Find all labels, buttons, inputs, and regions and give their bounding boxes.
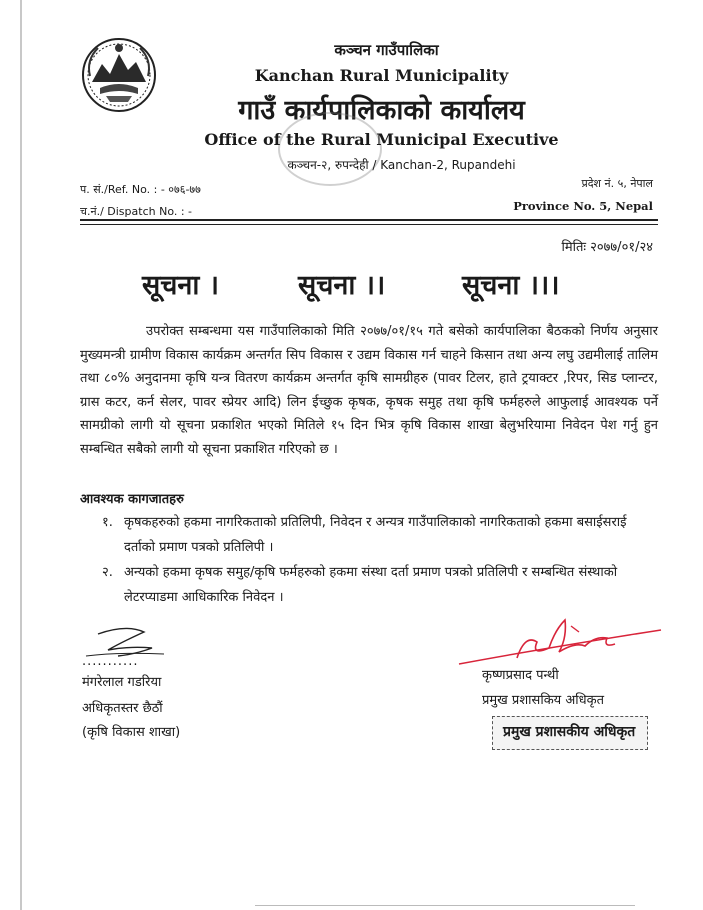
bottom-scan-line — [255, 905, 635, 906]
left-signatory-title: अधिकृतस्तर छैठौं — [82, 701, 163, 716]
right-signatory-name: कृष्णप्रसाद पन्थी — [482, 668, 559, 683]
reference-number: प. सं./Ref. No. : - ०७६-७७ — [80, 183, 201, 196]
notice-heading-3: सूचना ।।। — [462, 270, 560, 301]
office-address: कञ्चन-२, रुपन्देही / Kanchan-2, Rupandehi — [287, 158, 516, 172]
notice-body: उपरोक्त सम्बन्धमा यस गाउँपालिकाको मिति २०७७/०१/१५ गते बसेको कार्यपालिका बैठकको निर्णय अनुसार मुख्यमन्त्री ग्रामीण विकास कार्यक्रम अन्तर्गत सिप विकास र उद्यम विकास गर्न चाहने किसान तथा अन्य लघु उद्यमीलाई तालिम तथा ८०% अनुदानमा कृषि यन्त्र वितरण कार्यक्रम अन्तर्गत कृषि सामग्रीहरु (पावर टिलर, हाते ट्रयाक्टर ,रिपर, सिड प्लान्टर, ग्रास कटर, कर्न सेलर, पावर स्प्रेयर आदि) लिन ईच्छुक कृषक, कृषक समुह तथा कृषि फर्महरुले आफुलाई आवश्यक पर्ने सामग्रीको लागी यो सूचना प्रकाशित भएको मितिले १५ दिन भित्र कृषि विकास शाखा बेलुभरियामा निवेदन पेश गर्नु हुन सम्बन्धित सबैको लागी यो सूचना प्रकाशित गरिएको छ । — [80, 324, 658, 457]
province-nepali: प्रदेश नं. ५, नेपाल — [581, 177, 653, 190]
notice-date: मितिः २०७७/०१/२४ — [561, 240, 653, 255]
header-divider — [80, 219, 658, 221]
office-name-english: Office of the Rural Municipal Executive — [204, 130, 559, 149]
document-item-number: १. — [102, 515, 113, 530]
notice-heading-1: सूचना । — [142, 270, 220, 301]
right-signatory-title: प्रमुख प्रशासकिय अधिकृत — [482, 693, 605, 708]
faint-seal-stamp — [278, 112, 382, 186]
document-item — [102, 560, 658, 610]
document-item-number: २. — [102, 565, 113, 580]
left-signatory-name: मंगरेलाल गडरिया — [82, 675, 162, 690]
document-item-text: कृषकहरुको हकमा नागरिकताको प्रतिलिपी, निवेदन र अन्यत्र गाउँपालिकाको नागरिकताको हकमा बसाईसराई दर्ताको प्रमाण पत्रको प्रतिलिपी । — [124, 515, 627, 555]
notice-heading-2: सूचना ।। — [298, 270, 386, 301]
header-divider-thin — [80, 224, 658, 225]
left-signatory-department: (कृषि विकास शाखा) — [82, 725, 181, 740]
office-name-nepali: गाउँ कार्यपालिकाको कार्यालय — [238, 95, 525, 126]
document-item — [102, 510, 658, 560]
signature-dots: ........... — [82, 654, 139, 669]
document-item-text: अन्यको हकमा कृषक समुह/कृषि फर्महरुको हकमा संस्था दर्ता प्रमाण पत्रको प्रतिलिपी र सम्बन्धित संस्थाको लेटरप्याडमा आधिकारिक निवेदन । — [124, 565, 618, 605]
municipality-name-english: Kanchan Rural Municipality — [254, 66, 509, 85]
cao-stamp: प्रमुख प्रशासकीय अधिकृत — [492, 716, 648, 750]
dispatch-number: च.नं./ Dispatch No. : - — [80, 205, 193, 218]
municipality-name-nepali: कञ्चन गाउँपालिका — [334, 41, 439, 59]
required-documents-title: आवश्यक कागजातहरु — [80, 492, 184, 507]
province-english: Province No. 5, Nepal — [513, 199, 653, 213]
